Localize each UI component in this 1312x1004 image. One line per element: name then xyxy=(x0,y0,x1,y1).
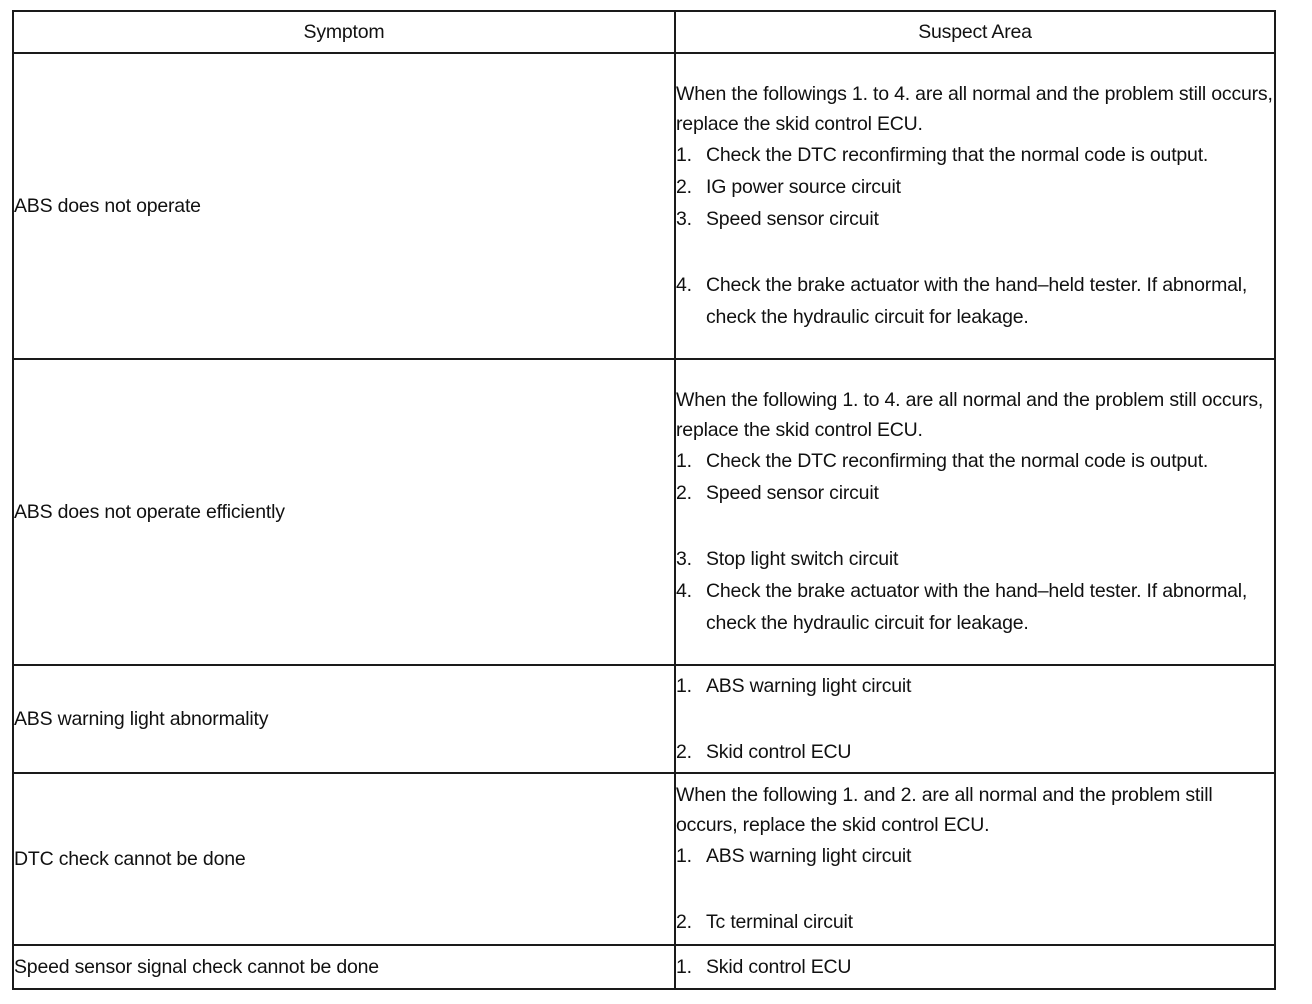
item-text: Speed sensor circuit xyxy=(706,208,879,230)
symptom-cell: ABS warning light abnormality xyxy=(13,665,675,773)
list-item xyxy=(676,840,1274,872)
item-number: 4. xyxy=(676,274,692,296)
item-text: Speed sensor circuit xyxy=(706,482,879,504)
list-item xyxy=(676,269,1274,333)
suspect-area-cell xyxy=(675,945,1275,989)
symptom-header: Symptom xyxy=(13,11,675,53)
item-text: Check the brake actuator with the hand–held tester. If abnormal, check the hydraulic circuit for leakage. xyxy=(706,580,1248,634)
item-number: 2. xyxy=(676,176,692,198)
table-row xyxy=(13,773,1275,945)
item-number: 2. xyxy=(676,741,692,763)
suspect-area-cell xyxy=(675,773,1275,945)
list-item xyxy=(676,445,1274,477)
item-text: Check the brake actuator with the hand–held tester. If abnormal, check the hydraulic circuit for leakage. xyxy=(706,274,1248,328)
item-text: Check the DTC reconfirming that the normal code is output. xyxy=(706,450,1209,472)
table-row xyxy=(13,53,1275,359)
item-number: 3. xyxy=(676,548,692,570)
intro-text: When the following 1. and 2. are all normal and the problem still occurs, replace the skid control ECU. xyxy=(676,784,1213,836)
table-header-row xyxy=(13,11,1275,53)
list-item xyxy=(676,670,1274,702)
intro-text: When the following 1. to 4. are all normal and the problem still occurs, replace the skid control ECU. xyxy=(676,389,1264,441)
suspect-area-cell xyxy=(675,53,1275,359)
item-text: ABS warning light circuit xyxy=(706,845,912,867)
item-number: 1. xyxy=(676,450,692,472)
item-number: 1. xyxy=(676,845,692,867)
list-item xyxy=(676,575,1274,639)
suspect-area-cell xyxy=(675,665,1275,773)
table-row xyxy=(13,359,1275,665)
item-number: 1. xyxy=(676,144,692,166)
table-row xyxy=(13,665,1275,773)
list-item xyxy=(676,736,1274,768)
item-text: Check the DTC reconfirming that the normal code is output. xyxy=(706,144,1209,166)
item-text: Skid control ECU xyxy=(706,741,852,763)
list-item xyxy=(676,477,1274,509)
symptom-cell: DTC check cannot be done xyxy=(13,773,675,945)
suspect-area-cell xyxy=(675,359,1275,665)
troubleshooting-table xyxy=(12,10,1276,990)
symptom-cell: Speed sensor signal check cannot be done xyxy=(13,945,675,989)
item-number: 1. xyxy=(676,956,692,978)
item-number: 4. xyxy=(676,580,692,602)
table-row xyxy=(13,945,1275,989)
item-number: 2. xyxy=(676,911,692,933)
intro-text: When the followings 1. to 4. are all normal and the problem still occurs, replace the skid control ECU. xyxy=(676,83,1273,135)
item-number: 3. xyxy=(676,208,692,230)
list-item xyxy=(676,139,1274,171)
list-item xyxy=(676,171,1274,203)
item-text: ABS warning light circuit xyxy=(706,675,912,697)
list-item xyxy=(676,543,1274,575)
item-text: Stop light switch circuit xyxy=(706,548,899,570)
list-item xyxy=(676,951,1274,983)
suspect-area-header: Suspect Area xyxy=(675,11,1275,53)
symptom-cell: ABS does not operate xyxy=(13,53,675,359)
item-number: 2. xyxy=(676,482,692,504)
list-item xyxy=(676,203,1274,235)
symptom-cell: ABS does not operate efficiently xyxy=(13,359,675,665)
list-item xyxy=(676,906,1274,938)
item-text: IG power source circuit xyxy=(706,176,901,198)
item-text: Skid control ECU xyxy=(706,956,852,978)
item-number: 1. xyxy=(676,675,692,697)
item-text: Tc terminal circuit xyxy=(706,911,853,933)
